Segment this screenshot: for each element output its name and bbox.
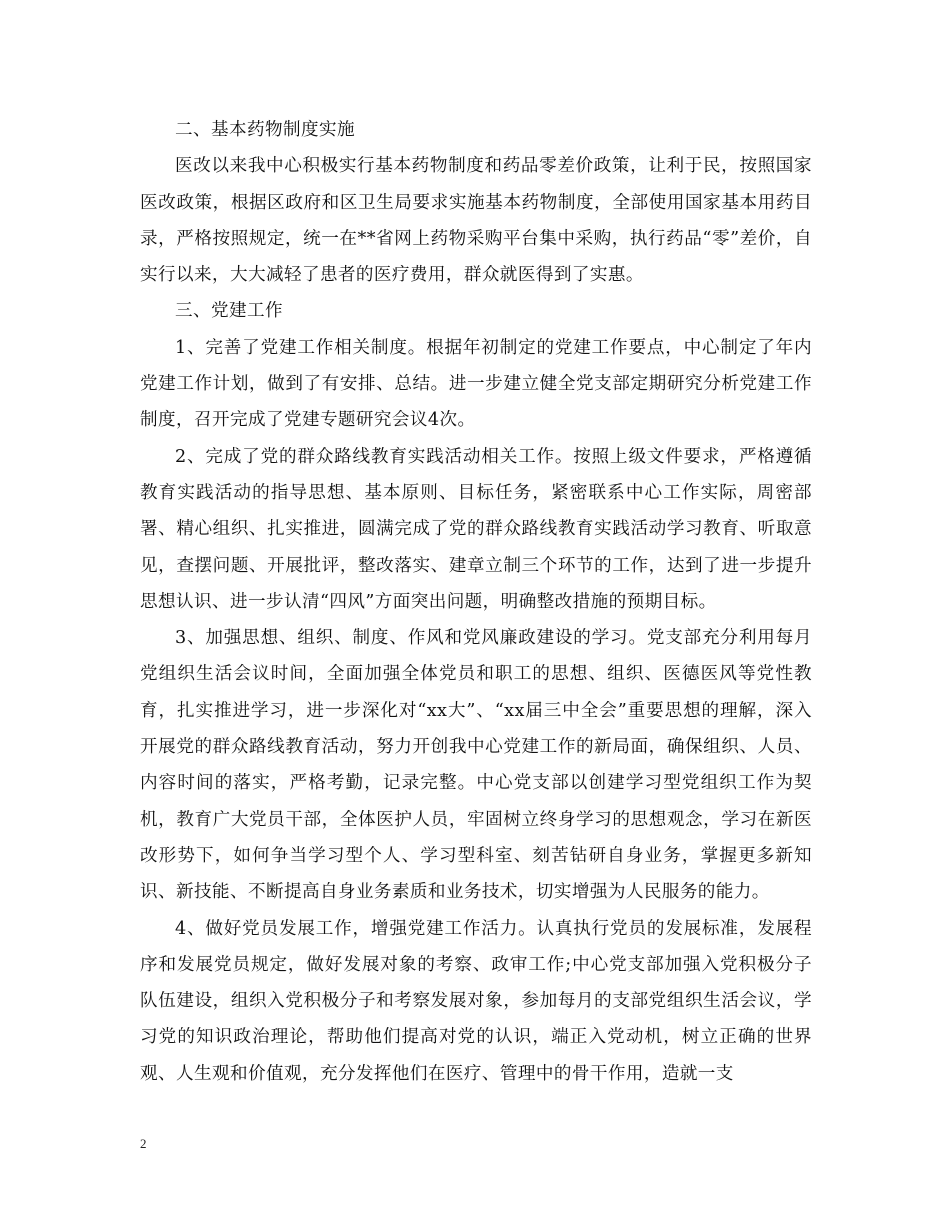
- paragraph-party-system: 1、完善了党建工作相关制度。根据年初制定的党建工作要点，中心制定了年内党建工作计划，做到了有安排、总结。进一步建立健全党支部定期研究分析党建工作制度，召开完成了党建专题研究会议4次。: [140, 337, 812, 431]
- section-heading-essential-drugs: 二、基本药物制度实施: [175, 120, 355, 140]
- paragraph-study-strengthening: 3、加强思想、组织、制度、作风和党风廉政建设的学习。党支部充分利用每月党组织生活会议时间，全面加强全体党员和职工的思想、组织、医德医风等党性教育，扎实推进学习，进一步深化对“xx大”、“xx届三中全会”重要思想的理解，深入开展党的群众路线教育活动，努力开创我中心党建工作的新局面，确保组织、人员、内容时间的落实，严格考勤，记录完整。中心党支部以创建学习型党组织工作为契机，教育广大党员干部，全体医护人员，牢固树立终身学习的思想观念，学习在新医改形势下，如何争当学习型个人、学习型科室、刻苦钻研自身业务，掌握更多新知识、新技能、不断提高自身业务素质和业务技术，切实增强为人民服务的能力。: [140, 628, 812, 903]
- page-number: 2: [140, 1136, 147, 1151]
- document-body: [140, 112, 812, 1092]
- paragraph-member-development: 4、做好党员发展工作，增强党建工作活力。认真执行党员的发展标准，发展程序和发展党员规定，做好发展对象的考察、政审工作;中心党支部加强入党积极分子队伍建设，组织入党积极分子和考察发展对象，参加每月的支部党组织生活会议，学习党的知识政治理论，帮助他们提高对党的认识，端正入党动机，树立正确的世界观、人生观和价值观，充分发挥他们在医疗、管理中的骨干作用，造就一支: [140, 918, 812, 1084]
- paragraph-mass-line-education: 2、完成了党的群众路线教育实践活动相关工作。按照上级文件要求，严格遵循教育实践活动的指导思想、基本原则、目标任务，紧密联系中心工作实际，周密部署、精心组织、扎实推进，圆满完成了党的群众路线教育实践活动学习教育、听取意见，查摆问题、开展批评，整改落实、建章立制三个环节的工作，达到了进一步提升思想认识、进一步认清“四风”方面突出问题，明确整改措施的预期目标。: [140, 446, 812, 612]
- section-heading-party-building: 三、党建工作: [175, 301, 283, 322]
- paragraph-essential-drugs: 医改以来我中心积极实行基本药物制度和药品零差价政策，让利于民，按照国家医改政策，根据区政府和区卫生局要求实施基本药物制度，全部使用国家基本用药目录，严格按照规定，统一在**省网上药物采购平台集中采购，执行药品“零”差价，自实行以来，大大减轻了患者的医疗费用，群众就医得到了实惠。: [140, 156, 812, 286]
